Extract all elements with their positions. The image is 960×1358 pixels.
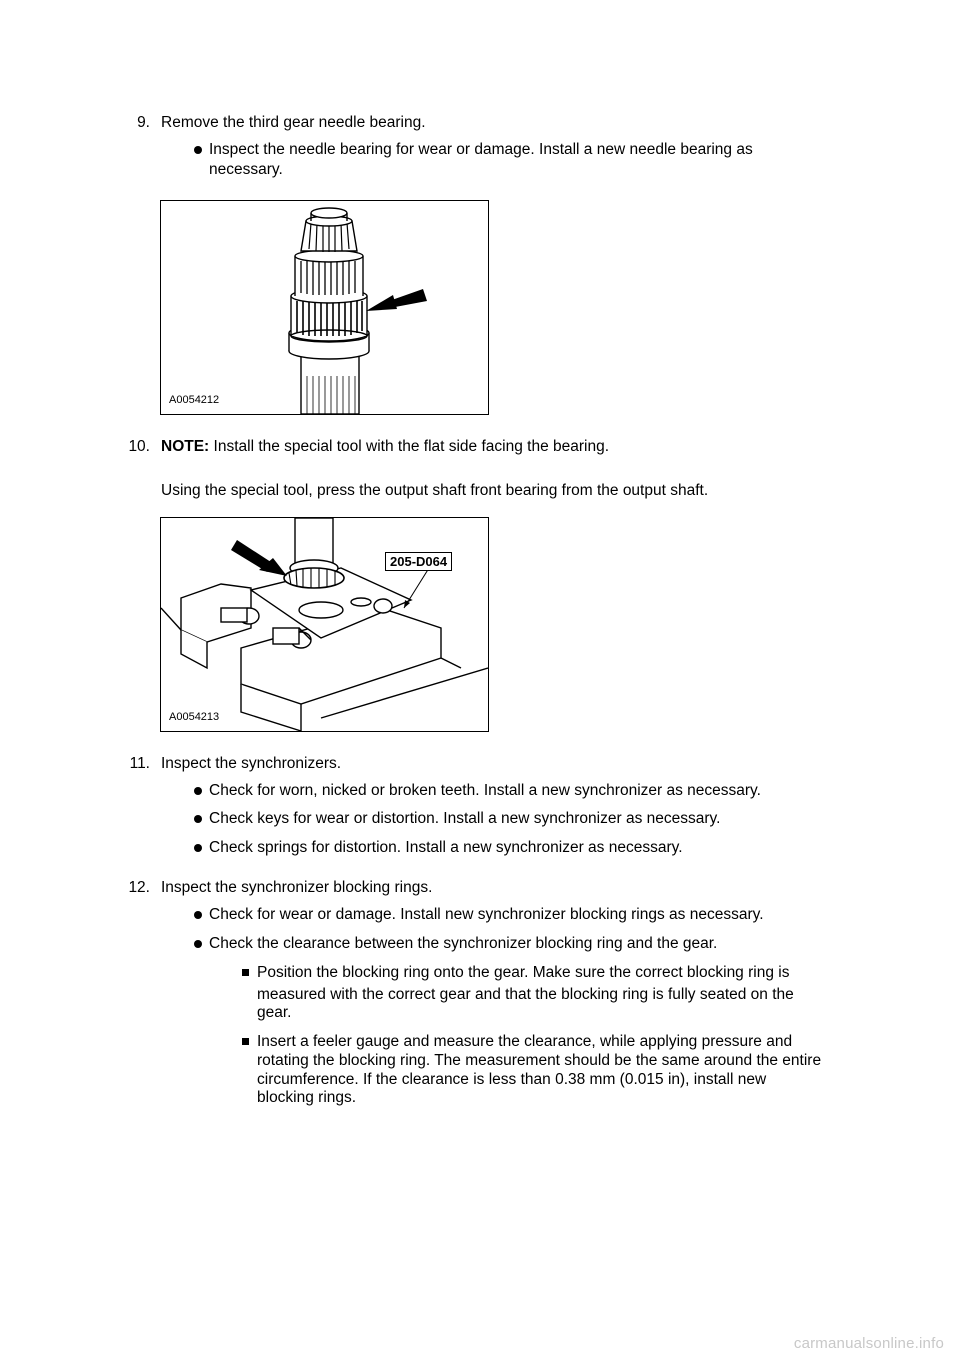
step-11-number: 11.	[129, 755, 150, 772]
figure-id-label: A0054213	[169, 711, 220, 723]
step-11-text: Inspect the synchronizers.	[161, 755, 342, 772]
figure-press-bearing	[160, 517, 489, 732]
step-12-number: 12.	[128, 879, 150, 896]
step-9-bullet-line-2: necessary.	[209, 161, 283, 178]
square-bullet-icon	[242, 969, 249, 976]
step-9-text: Remove the third gear needle bearing.	[161, 114, 426, 131]
sub-bullet-line: Position the blocking ring onto the gear. Make sure the correct blocking ring is	[257, 964, 790, 981]
sub-bullet-line: circumference. If the clearance is less than 0.38 mm (0.015 in), install new	[257, 1071, 767, 1088]
sub-bullet-line: gear.	[257, 1004, 292, 1021]
step-12-text: Inspect the synchronizer blocking rings.	[161, 879, 433, 896]
bullet-icon	[194, 146, 202, 154]
step-9-bullet-line-1: Inspect the needle bearing for wear or damage. Install a new needle bearing as	[209, 141, 753, 158]
figure-id-label: A0054212	[169, 394, 220, 406]
bullet-icon	[194, 844, 202, 852]
bullet-icon	[194, 787, 202, 795]
sub-bullet-line: blocking rings.	[257, 1089, 357, 1106]
step-12-bullet: Check the clearance between the synchronizer blocking ring and the gear.	[209, 935, 718, 952]
step-10-number: 10.	[128, 438, 150, 455]
step-11-bullet: Check springs for distortion. Install a new synchronizer as necessary.	[209, 839, 683, 856]
step-12-bullet: Check for wear or damage. Install new synchronizer blocking rings as necessary.	[209, 906, 764, 923]
tool-label: 205-D064	[385, 552, 452, 571]
bullet-icon	[194, 940, 202, 948]
needle-bearing-illustration	[161, 201, 488, 414]
figure-needle-bearing	[160, 200, 489, 415]
step-11-bullet: Check for worn, nicked or broken teeth. Install a new synchronizer as necessary.	[209, 782, 761, 799]
press-tool-illustration	[161, 518, 488, 731]
step-10-note	[161, 438, 609, 456]
watermark: carmanualsonline.info	[793, 1335, 944, 1352]
step-9-number: 9.	[137, 114, 150, 131]
sub-bullet-line: Insert a feeler gauge and measure the clearance, while applying pressure and	[257, 1033, 793, 1050]
step-11-bullet: Check keys for wear or distortion. Install a new synchronizer as necessary.	[209, 810, 721, 827]
bullet-icon	[194, 815, 202, 823]
sub-bullet-line: rotating the blocking ring. The measurement should be the same around the entire	[257, 1052, 822, 1069]
note-text: Install the special tool with the flat side facing the bearing.	[213, 438, 610, 455]
sub-bullet-line: measured with the correct gear and that the blocking ring is fully seated on the	[257, 986, 794, 1003]
bullet-icon	[194, 911, 202, 919]
square-bullet-icon	[242, 1038, 249, 1045]
note-label: NOTE:	[161, 438, 210, 455]
step-10-text: Using the special tool, press the output shaft front bearing from the output shaft.	[161, 482, 709, 499]
